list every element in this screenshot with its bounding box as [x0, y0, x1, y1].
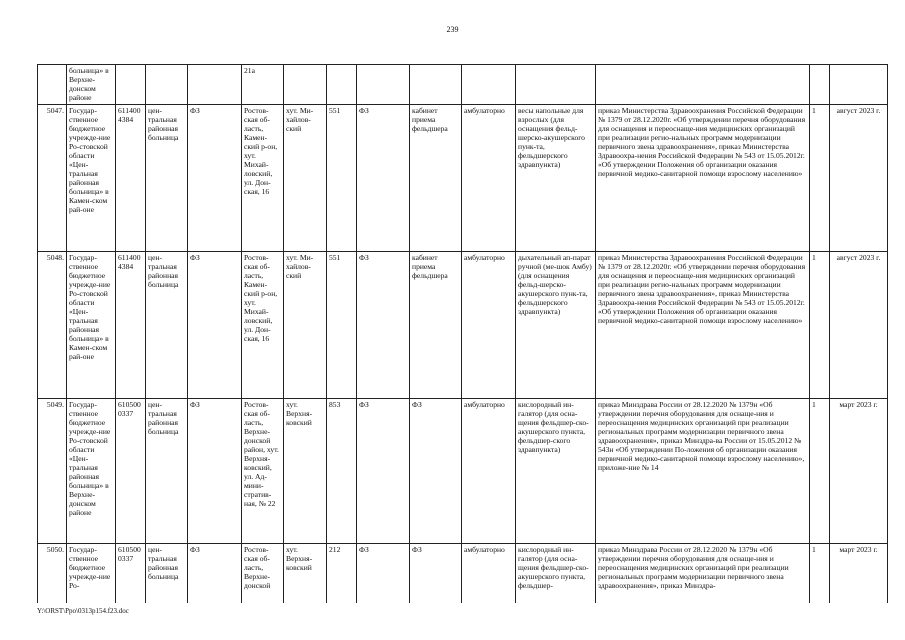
cell-order: приказ Министерства Здравоохранения Российской Федерации № 1379 от 28.12.2020г. «Об утверждении перечня оборудования для оснащения и переоснаще-ния медицинских организаций при реализации регио-нальных программ модернизации первичного звена здравоохранения», приказ Министерства Здравоохра-нения Российской Федерации № 543 от 15.05.2012г. «Об утверждении Положения об организации оказания первичной медико-санитарной помощи взрослому населению» [596, 252, 810, 399]
cell-inn: 611400 4384 [116, 105, 146, 252]
cell-name: Государ-ственное бюджетное учрежде-ние Ро-стовской области «Цен-тральная районная больница» в Верхне-донском районе [67, 399, 116, 544]
cell-num: 5049. [38, 399, 67, 544]
table-row [38, 544, 888, 604]
cell-date: март 2023 г. [830, 399, 888, 544]
cell-code: 212 [327, 544, 357, 604]
cell-address: Ростов-ская об-ласть, Верхне-донской [242, 544, 284, 604]
cell-date [830, 65, 888, 105]
cell-type: цен-тральная районная больница [146, 252, 188, 399]
footer-file-path: Y:\ORST\Ppo\0313p154.f23.doc [37, 607, 129, 615]
cell-settlement [284, 65, 327, 105]
cell-date: август 2023 г. [830, 252, 888, 399]
table-row [38, 399, 888, 544]
cell-code [327, 65, 357, 105]
cell-care: амбулаторно [462, 399, 516, 544]
cell-settlement: хут. Ми-хайлов-ский [284, 105, 327, 252]
cell-unit: ФЗ [410, 544, 462, 604]
cell-code: 853 [327, 399, 357, 544]
cell-qty: 1 [810, 399, 830, 544]
cell-address: Ростов-ская об-ласть, Камен-ский р-он, хут. Михай-ловский, ул. Дон-ская, 16 [242, 252, 284, 399]
cell-law2: ФЗ [357, 105, 410, 252]
cell-inn [116, 65, 146, 105]
cell-date: март 2023 г. [830, 544, 888, 604]
cell-type [146, 65, 188, 105]
cell-code: 551 [327, 252, 357, 399]
cell-num: 5050. [38, 544, 67, 604]
cell-law: ФЗ [188, 399, 242, 544]
cell-inn: 610500 0337 [116, 399, 146, 544]
cell-type: цен-тральная районная больница [146, 544, 188, 604]
cell-law: ФЗ [188, 105, 242, 252]
cell-address: 21а [242, 65, 284, 105]
cell-type: цен-тральная районная больница [146, 105, 188, 252]
cell-care: амбулаторно [462, 544, 516, 604]
cell-type: цен-тральная районная больница [146, 399, 188, 544]
cell-inn: 611400 4384 [116, 252, 146, 399]
cell-equipment: кислородный ин-галятор (для осна-щения фельдшер-ско-акушерского пункта, фельдшер-ского здравпункта) [516, 399, 596, 544]
cell-name: Государ-ственное бюджетное учрежде-ние Ро- [67, 544, 116, 604]
equipment-table [37, 64, 888, 603]
cell-unit: кабинет приема фельдшера [410, 252, 462, 399]
cell-name: Государ-ственное бюджетное учрежде-ние Ро-стовской области «Цен-тральная районная больница» в Камен-ском рай-оне [67, 105, 116, 252]
cell-name: больница» в Верхне-донском районе [67, 65, 116, 105]
table-row [38, 252, 888, 399]
cell-qty: 1 [810, 544, 830, 604]
cell-care: амбулаторно [462, 252, 516, 399]
cell-settlement: хут. Верхня-ковский [284, 399, 327, 544]
cell-order: приказ Минздрава России от 28.12.2020 № 1379н «Об утверждении перечня оборудования для оснаще-ния и переоснащения медицинских организаций при реализации региональных программ модернизации первичного звена здравоохранения», приказ Минздра- [596, 544, 810, 604]
cell-order [596, 65, 810, 105]
cell-equipment: кислородный ин-галятор (для осна-щения фельдшер-ско-акушерского пункта, фельдшер- [516, 544, 596, 604]
cell-settlement: хут. Верхня-ковский [284, 544, 327, 604]
cell-care [462, 65, 516, 105]
cell-unit [410, 65, 462, 105]
cell-date: август 2023 г. [830, 105, 888, 252]
cell-order: приказ Минздрава России от 28.12.2020 № 1379н «Об утверждении перечня оборудования для оснаще-ния и переоснащения медицинских организаций при реализации региональных программ модернизации первичного звена здравоохранения», приказ Минздра-ва России от 15.05.2012 № 543н «Об утверждении По-ложения об организации оказания первичной медико-санитарной помощи взрослому населению», приложе-ние № 14 [596, 399, 810, 544]
cell-num: 5047. [38, 105, 67, 252]
cell-qty [810, 65, 830, 105]
cell-address: Ростов-ская об-ласть, Верхне-донской район, хут. Верхня-ковский, ул. Ад-мини-стратив-ная, № 22 [242, 399, 284, 544]
cell-equipment [516, 65, 596, 105]
cell-law2: ФЗ [357, 252, 410, 399]
cell-law: ФЗ [188, 544, 242, 604]
cell-name: Государ-ственное бюджетное учрежде-ние Ро-стовской области «Цен-тральная районная больница» в Камен-ском рай-оне [67, 252, 116, 399]
table-row [38, 105, 888, 252]
cell-law2: ФЗ [357, 399, 410, 544]
cell-unit: ФЗ [410, 399, 462, 544]
cell-unit: кабинет приема фельдшера [410, 105, 462, 252]
cell-law2: ФЗ [357, 544, 410, 604]
cell-equipment: дыхательный ап-парат ручной (ме-шок Амбу) (для оснащения фельд-шерско-акушерского пунк-та, фельдшерского здравпункта) [516, 252, 596, 399]
cell-num [38, 65, 67, 105]
cell-address: Ростов-ская об-ласть, Камен-ский р-он, хут. Михай-ловский, ул. Дон-ская, 16 [242, 105, 284, 252]
cell-care: амбулаторно [462, 105, 516, 252]
cell-inn: 610500 0337 [116, 544, 146, 604]
page-number: 239 [446, 25, 459, 34]
cell-law2 [357, 65, 410, 105]
cell-equipment: весы напольные для взрослых (для оснащения фельд-шерско-акушерского пунк-та, фельдшерского здравпункта) [516, 105, 596, 252]
cell-code: 551 [327, 105, 357, 252]
cell-num: 5048. [38, 252, 67, 399]
cell-law: ФЗ [188, 252, 242, 399]
cell-qty: 1 [810, 105, 830, 252]
cell-qty: 1 [810, 252, 830, 399]
cell-order: приказ Министерства Здравоохранения Российской Федерации № 1379 от 28.12.2020г. «Об утверждении перечня оборудования для оснащения и переоснаще-ния медицинских организаций при реализации регио-нальных программ модернизации первичного звена здравоохранения», приказ Министерства Здравоохра-нения Российской Федерации № 543 от 15.05.2012г. «Об утверждении Положения об организации оказания первичной медико-санитарной помощи взрослому населению» [596, 105, 810, 252]
table-row [38, 65, 888, 105]
cell-settlement: хут. Ми-хайлов-ский [284, 252, 327, 399]
cell-law [188, 65, 242, 105]
